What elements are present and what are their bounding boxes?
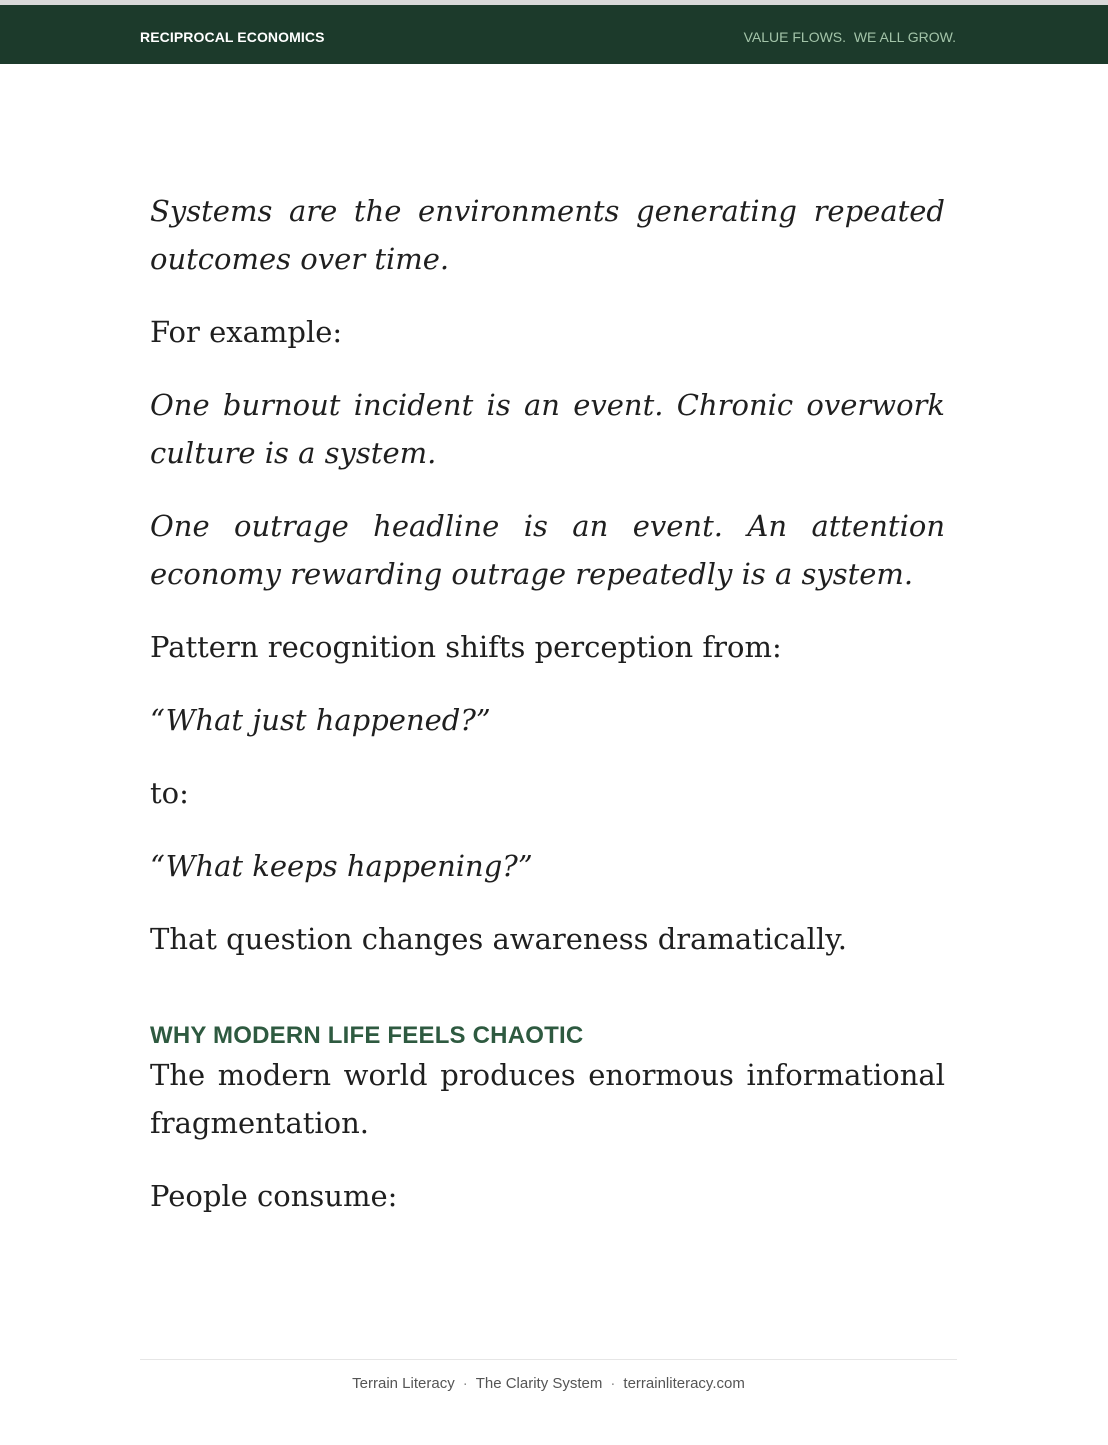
article-paragraph: That question changes awareness dramatically.	[150, 922, 847, 956]
article-paragraph: One outrage headline is an event. An attention economy rewarding outrage repeatedly is a system.	[150, 509, 945, 591]
footer-divider	[140, 1359, 957, 1360]
article-paragraph: Pattern recognition shifts perception from:	[150, 630, 782, 664]
footer-separator: ·	[610, 1375, 616, 1392]
footer-separator: ·	[462, 1375, 468, 1392]
article-paragraph: People consume:	[150, 1179, 398, 1213]
article-paragraph: Systems are the environments generating repeated outcomes over time.	[150, 194, 945, 276]
site-tagline: VALUE FLOWS. WE ALL GROW.	[743, 29, 956, 45]
article-quote: “What keeps happening?”	[150, 849, 533, 883]
site-header	[0, 5, 1108, 64]
article-quote: “What just happened?”	[150, 703, 491, 737]
article-paragraph: The modern world produces enormous informational fragmentation.	[150, 1058, 945, 1140]
section-heading: WHY MODERN LIFE FEELS CHAOTIC	[150, 1022, 584, 1049]
footer-link-website[interactable]: terrainliteracy.com	[623, 1375, 745, 1392]
article-paragraph: to:	[150, 776, 189, 810]
article-paragraph: For example:	[150, 315, 343, 349]
site-brand[interactable]: RECIPROCAL ECONOMICS	[140, 29, 325, 45]
footer-link-clarity-system[interactable]: The Clarity System	[475, 1375, 603, 1392]
article-paragraph: One burnout incident is an event. Chronic overwork culture is a system.	[150, 388, 945, 470]
footer-link-terrain-literacy[interactable]: Terrain Literacy	[352, 1375, 455, 1392]
site-footer	[140, 1375, 957, 1392]
article-content	[150, 187, 945, 1245]
